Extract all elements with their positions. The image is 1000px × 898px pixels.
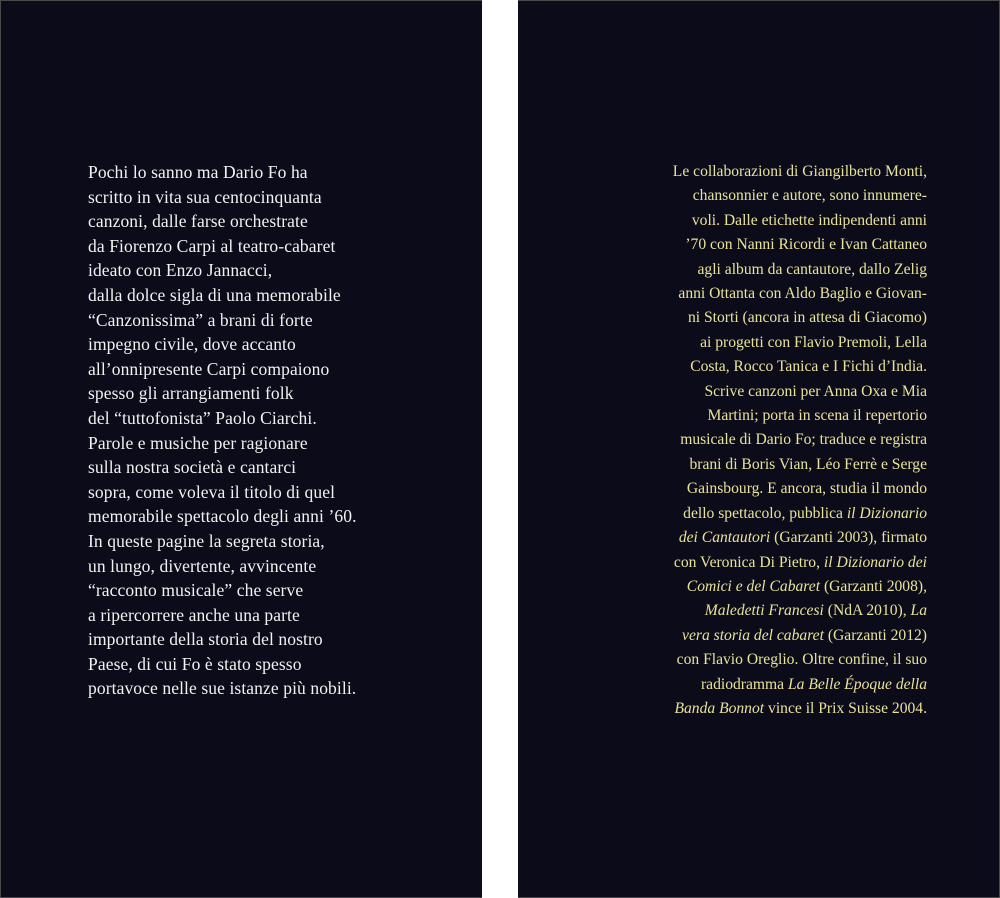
text-line: Pochi lo sanno ma Dario Fo ha xyxy=(88,162,308,182)
text-line xyxy=(600,551,927,575)
text-line: scritto in vita sua centocinquanta xyxy=(88,186,322,207)
text-line: canzoni, dalle farse orchestrate xyxy=(88,211,308,232)
text-run: (NdA 2010), xyxy=(823,602,911,620)
book-title: il Dizionario dei xyxy=(823,553,927,571)
text-line xyxy=(600,624,927,648)
text-line: del “tuttofonista” Paolo Ciarchi. xyxy=(88,407,317,428)
text-line: agli album da cantautore, dallo Zelig xyxy=(697,260,927,278)
text-line xyxy=(600,575,927,599)
text-line xyxy=(600,599,927,623)
text-line: sopra, come voleva il titolo di quel xyxy=(88,481,336,502)
text-line: impegno civile, dove accanto xyxy=(88,334,296,355)
center-gutter xyxy=(482,0,518,898)
text-line: musicale di Dario Fo; traduce e registra xyxy=(680,431,927,449)
text-line: Costa, Rocco Tanica e I Fichi d’India. xyxy=(690,358,927,376)
right-paragraph xyxy=(600,160,927,721)
book-title: vera storia del cabaret xyxy=(682,626,824,644)
text-line: ai progetti con Flavio Premoli, Lella xyxy=(700,333,927,351)
text-line xyxy=(600,526,927,550)
text-line: a ripercorrere anche una parte xyxy=(88,604,300,625)
text-line: all’onnipresente Carpi compaiono xyxy=(88,358,330,379)
text-line xyxy=(600,673,927,697)
text-line: In queste pagine la segreta storia, xyxy=(88,530,325,551)
text-line: anni Ottanta con Aldo Baglio e Giovan- xyxy=(678,285,927,303)
text-line: portavoce nelle sue istanze più nobili. xyxy=(88,678,357,699)
text-run: vince il Prix Suisse 2004. xyxy=(764,699,927,717)
text-line: con Flavio Oreglio. Oltre confine, il suo xyxy=(676,651,927,669)
text-line: spesso gli arrangiamenti folk xyxy=(88,383,294,404)
text-run: (Garzanti 2008), xyxy=(820,577,927,595)
text-line: ni Storti (ancora in attesa di Giacomo) xyxy=(687,309,927,327)
text-line: “Canzonissima” a brani di forte xyxy=(88,309,313,330)
text-run: con Veronica Di Pietro, xyxy=(673,553,824,571)
text-run: (Garzanti 2003), firmato xyxy=(770,529,927,547)
text-line: ’70 con Nanni Ricordi e Ivan Cattaneo xyxy=(685,236,927,254)
text-line: voli. Dalle etichette indipendenti anni xyxy=(691,211,927,229)
book-title: il Dizionario xyxy=(846,504,927,522)
text-line: brani di Boris Vian, Léo Ferrè e Serge xyxy=(689,455,927,473)
work-title: Banda Bonnot xyxy=(674,699,765,717)
text-run: (Garzanti 2012) xyxy=(823,626,927,644)
text-line: ideato con Enzo Jannacci, xyxy=(88,260,273,281)
text-line: da Fiorenzo Carpi al teatro-cabaret xyxy=(88,235,336,256)
text-line: Le collaborazioni di Giangilberto Monti, xyxy=(672,163,927,180)
text-run: dello spettacolo, pubblica xyxy=(683,504,847,522)
book-title: Maledetti Francesi xyxy=(704,602,824,620)
text-line: Scrive canzoni per Anna Oxa e Mia xyxy=(704,382,927,400)
text-run: radiodramma xyxy=(700,675,788,693)
text-line xyxy=(600,502,927,526)
text-line: dalla dolce sigla di una memorabile xyxy=(88,284,341,305)
text-line: importante della storia del nostro xyxy=(88,629,323,650)
book-title: Comici e del Cabaret xyxy=(686,577,821,595)
text-line: Martini; porta in scena il repertorio xyxy=(707,407,927,425)
text-line: “racconto musicale” che serve xyxy=(88,580,304,601)
left-paragraph xyxy=(88,160,428,701)
text-line: un lungo, divertente, avvincente xyxy=(88,555,317,576)
text-line: Gainsbourg. E ancora, studia il mondo xyxy=(686,480,927,498)
work-title: La Belle Époque della xyxy=(787,675,927,693)
text-line: memorabile spettacolo degli anni ’60. xyxy=(88,506,357,527)
book-title: La xyxy=(910,602,927,620)
text-line: chansonnier e autore, sono innumere- xyxy=(692,187,927,205)
text-line xyxy=(600,697,927,721)
text-line: sulla nostra società e cantarci xyxy=(88,457,297,478)
text-line: Parole e musiche per ragionare xyxy=(88,432,308,453)
book-title: dei Cantautori xyxy=(678,529,771,547)
text-line: Paese, di cui Fo è stato spesso xyxy=(88,653,302,674)
